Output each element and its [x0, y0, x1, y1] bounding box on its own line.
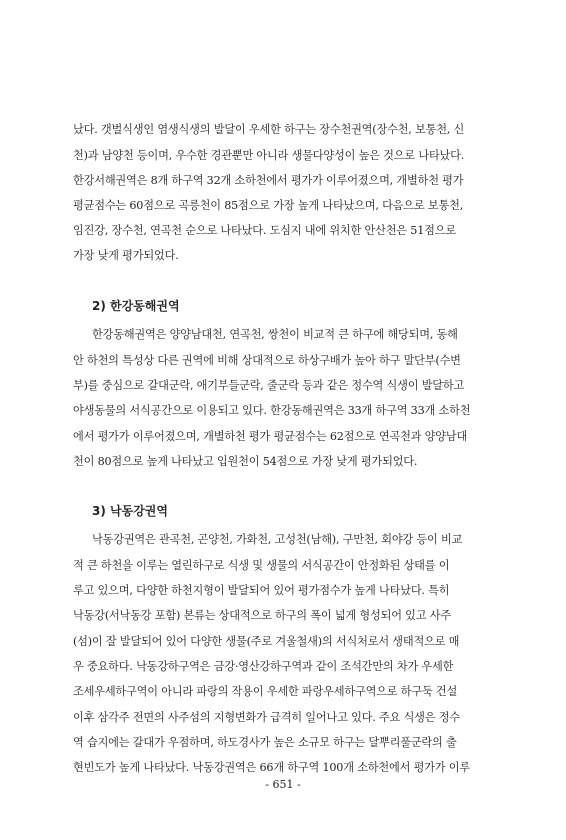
paragraph-line: 루고 있으며, 다양한 하천지형이 발달되어 있어 평가점수가 높게 나타났다. 특히 [73, 584, 450, 597]
paragraph-line: 역 습지에는 갈대가 우점하며, 하도경사가 높은 소규모 하구는 달뿌리풀군락의 출 [73, 736, 457, 749]
paragraph-line: 현빈도가 높게 나타났다. 낙동강권역은 66개 하구역 100개 소하천에서 평가가 이루 [73, 761, 470, 774]
paragraph-line: 안 하천의 특성상 다른 권역에 비해 상대적으로 하상구배가 높아 하구 말단부(수변 [73, 354, 461, 367]
paragraph-line: 임진강, 장수천, 연곡천 순으로 나타났다. 도심지 내에 위치한 안산천은 51점으로 [73, 224, 456, 237]
paragraph-line: 천)과 남양천 등이며, 우수한 경관뿐만 아니라 생물다양성이 높은 것으로 나타났다. [73, 149, 465, 162]
paragraph-line: 가장 낮게 평가되었다. [73, 249, 179, 262]
paragraph-line: 한강서해권역은 8개 하구역 32개 소하천에서 평가가 이루어졌으며, 개별하천 평가 [73, 174, 464, 187]
paragraph-line: 야생동물의 서식공간으로 이용되고 있다. 한강동해권역은 33개 하구역 33개 소하천 [73, 404, 471, 417]
paragraph-line: 우 중요하다. 낙동강하구역은 금강·영산강하구역과 같이 조석간만의 차가 우세한 [73, 660, 454, 673]
paragraph-line: 평균점수는 60점으로 곡릉천이 85점으로 가장 높게 나타났으며, 다음으로 보통천, [73, 199, 464, 212]
paragraph-line: 한강동해권역은 양양남대천, 연곡천, 쌍천이 비교적 큰 하구에 해당되며, 동해 [92, 328, 458, 341]
paragraph-line: (섬)이 잘 발달되어 있어 다양한 생물(주로 겨울철새)의 서식처로서 생태적으로 매 [73, 635, 460, 648]
paragraph-line: 에서 평가가 이루어졌으며, 개별하천 평가 평균점수는 62점으로 연곡천과 양양남대 [73, 430, 468, 443]
paragraph-line: 조세우세하구역이 아니라 파랑의 작용이 우세한 파랑우세하구역으로 하구둑 건설 [73, 685, 458, 698]
section-heading: 2) 한강동해권역 [92, 299, 180, 313]
paragraph-line: 낙동강권역은 관곡천, 곤양천, 가화천, 고성천(남해), 구만천, 회야강 등이 비교 [92, 533, 463, 546]
page-number: - 651 - [265, 778, 301, 791]
paragraph-line: 낙동강(서낙동강 포함) 본류는 상대적으로 하구의 폭이 넓게 형성되어 있고 사주 [73, 609, 451, 622]
section-heading: 3) 낙동강권역 [92, 504, 168, 518]
paragraph-line: 이후 삼각주 전면의 사주섬의 지형변화가 급격히 일어나고 있다. 주요 식생은 정수 [73, 711, 460, 724]
paragraph-line: 부)를 중심으로 갈대군락, 애기부들군락, 줄군락 등과 같은 정수역 식생이 발달하고 [73, 379, 465, 392]
paragraph-line: 적 큰 하천을 이루는 열린하구로 식생 및 생물의 서식공간이 안정화된 상태를 이 [73, 559, 450, 572]
paragraph-line: 천이 80점으로 높게 나타났고 입원천이 54점으로 가장 낮게 평가되었다. [73, 455, 418, 468]
paragraph-line: 났다. 갯벌식생인 염생식생의 발달이 우세한 하구는 장수천권역(장수천, 보통천, 신 [73, 123, 465, 136]
